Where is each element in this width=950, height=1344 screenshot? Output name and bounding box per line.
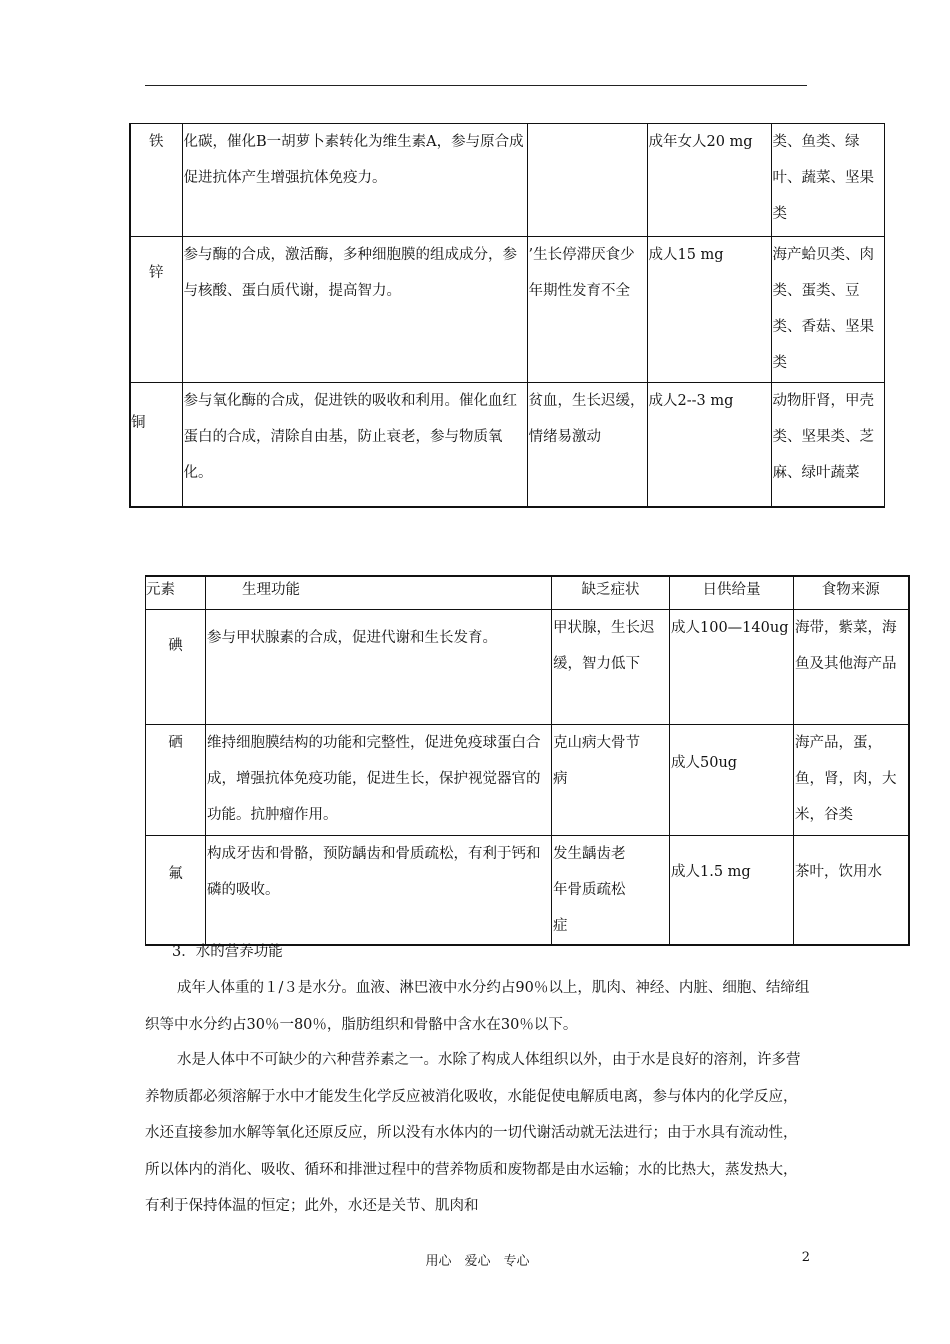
element-cell: 碘 bbox=[146, 609, 206, 724]
function-cell: 构成牙齿和骨骼，预防龋齿和骨质疏松，有利于钙和磷的吸收。 bbox=[206, 835, 552, 945]
element-cell: 锌 bbox=[130, 237, 182, 383]
intake-cell: 成人2--3 mg bbox=[647, 383, 771, 507]
header-function: 生理功能 bbox=[206, 576, 552, 609]
section-heading: 3．水的营养功能 bbox=[172, 944, 283, 960]
intake-cell: 成人50ug bbox=[670, 724, 794, 835]
table-row bbox=[130, 383, 884, 507]
table-row bbox=[146, 724, 909, 835]
table-row bbox=[130, 124, 884, 237]
source-cell: 动物肝肾，甲壳类、坚果类、芝麻、绿叶蔬菜 bbox=[771, 383, 884, 507]
intake-cell: 成人1.5 mg bbox=[670, 835, 794, 945]
header-element: 元素 bbox=[146, 576, 206, 609]
function-cell: 维持细胞膜结构的功能和完整性，促进免疫球蛋白合成，增强抗体免疫功能，促进生长，保护视觉器官的功能。抗肿瘤作用。 bbox=[206, 724, 552, 835]
deficiency-cell: ’生长停滞厌食少年期性发育不全 bbox=[527, 237, 647, 383]
paragraph-1: 成年人体重的１/３是水分。血液、淋巴液中水分约占90％以上，肌肉、神经、内脏、细胞、结缔组织等中水分约占30％一80％，脂肪组织和骨骼中含水在30％以下。 bbox=[145, 980, 810, 1033]
source-cell: 海产蛤贝类、肉类、蛋类、豆类、香菇、坚果类 bbox=[771, 237, 884, 383]
intake-cell: 成人100—140ug bbox=[670, 609, 794, 724]
function-cell: 化碳，催化B一胡萝卜素转化为维生素A，参与原合成促进抗体产生增强抗体免疫力。 bbox=[182, 124, 527, 237]
element-cell: 铁 bbox=[130, 124, 182, 237]
source-cell: 海产品，蛋，鱼，肾，肉，大米，谷类 bbox=[794, 724, 909, 835]
header-deficiency: 缺乏症状 bbox=[552, 576, 670, 609]
table-header-row bbox=[146, 576, 909, 609]
source-cell: 海带，紫菜，海鱼及其他海产品 bbox=[794, 609, 909, 724]
element-cell: 氟 bbox=[146, 835, 206, 945]
table-row bbox=[130, 237, 884, 383]
deficiency-cell: 甲状腺，生长迟缓，智力低下 bbox=[552, 609, 670, 724]
function-cell: 参与酶的合成，激活酶，多种细胞膜的组成成分，参与核酸、蛋白质代谢，提高智力。 bbox=[182, 237, 527, 383]
paragraph-2: 水是人体中不可缺少的六种营养素之一。水除了构成人体组织以外，由于水是良好的溶剂，许多营养物质都必须溶解于水中才能发生化学反应被消化吸收，水能促使电解质电离，参与体内的化学反应，水还直接参加水解等氧化还原反应，所以没有水体内的一切代谢活动就无法进行；由于水具有流动性，所以体内的消化、吸收、循环和排泄过程中的营养物质和废物都是由水运输；水的比热大，蒸发热大，有利于保持体温的恒定；此外，水还是关节、肌肉和 bbox=[145, 1052, 801, 1214]
header-rule bbox=[145, 85, 807, 86]
trace-elements-table-continued bbox=[129, 123, 885, 508]
element-cell: 硒 bbox=[146, 724, 206, 835]
deficiency-cell: 发生龋齿老年骨质疏松症 bbox=[552, 835, 670, 945]
source-cell: 茶叶，饮用水 bbox=[794, 835, 909, 945]
function-cell: 参与氧化酶的合成，促进铁的吸收和利用。催化血红蛋白的合成，清除自由基，防止衰老，参与物质氧化。 bbox=[182, 383, 527, 507]
deficiency-cell bbox=[527, 124, 647, 237]
table-row bbox=[146, 835, 909, 945]
intake-cell: 成年女人20 mg bbox=[647, 124, 771, 237]
source-cell: 类、鱼类、绿叶、蔬菜、坚果类 bbox=[771, 124, 884, 237]
trace-elements-table bbox=[145, 575, 910, 946]
page-number: 2 bbox=[801, 1250, 810, 1265]
footer-slogan: 用心 爱心 专心 bbox=[425, 1254, 530, 1269]
header-source: 食物来源 bbox=[794, 576, 909, 609]
element-cell: 铜 bbox=[130, 383, 182, 507]
deficiency-cell: 克山病大骨节病 bbox=[552, 724, 670, 835]
intake-cell: 成人15 mg bbox=[647, 237, 771, 383]
table-row bbox=[146, 609, 909, 724]
function-cell: 参与甲状腺素的合成，促进代谢和生长发育。 bbox=[206, 609, 552, 724]
header-intake: 日供给量 bbox=[670, 576, 794, 609]
deficiency-cell: 贫血，生长迟缓，情绪易激动 bbox=[527, 383, 647, 507]
